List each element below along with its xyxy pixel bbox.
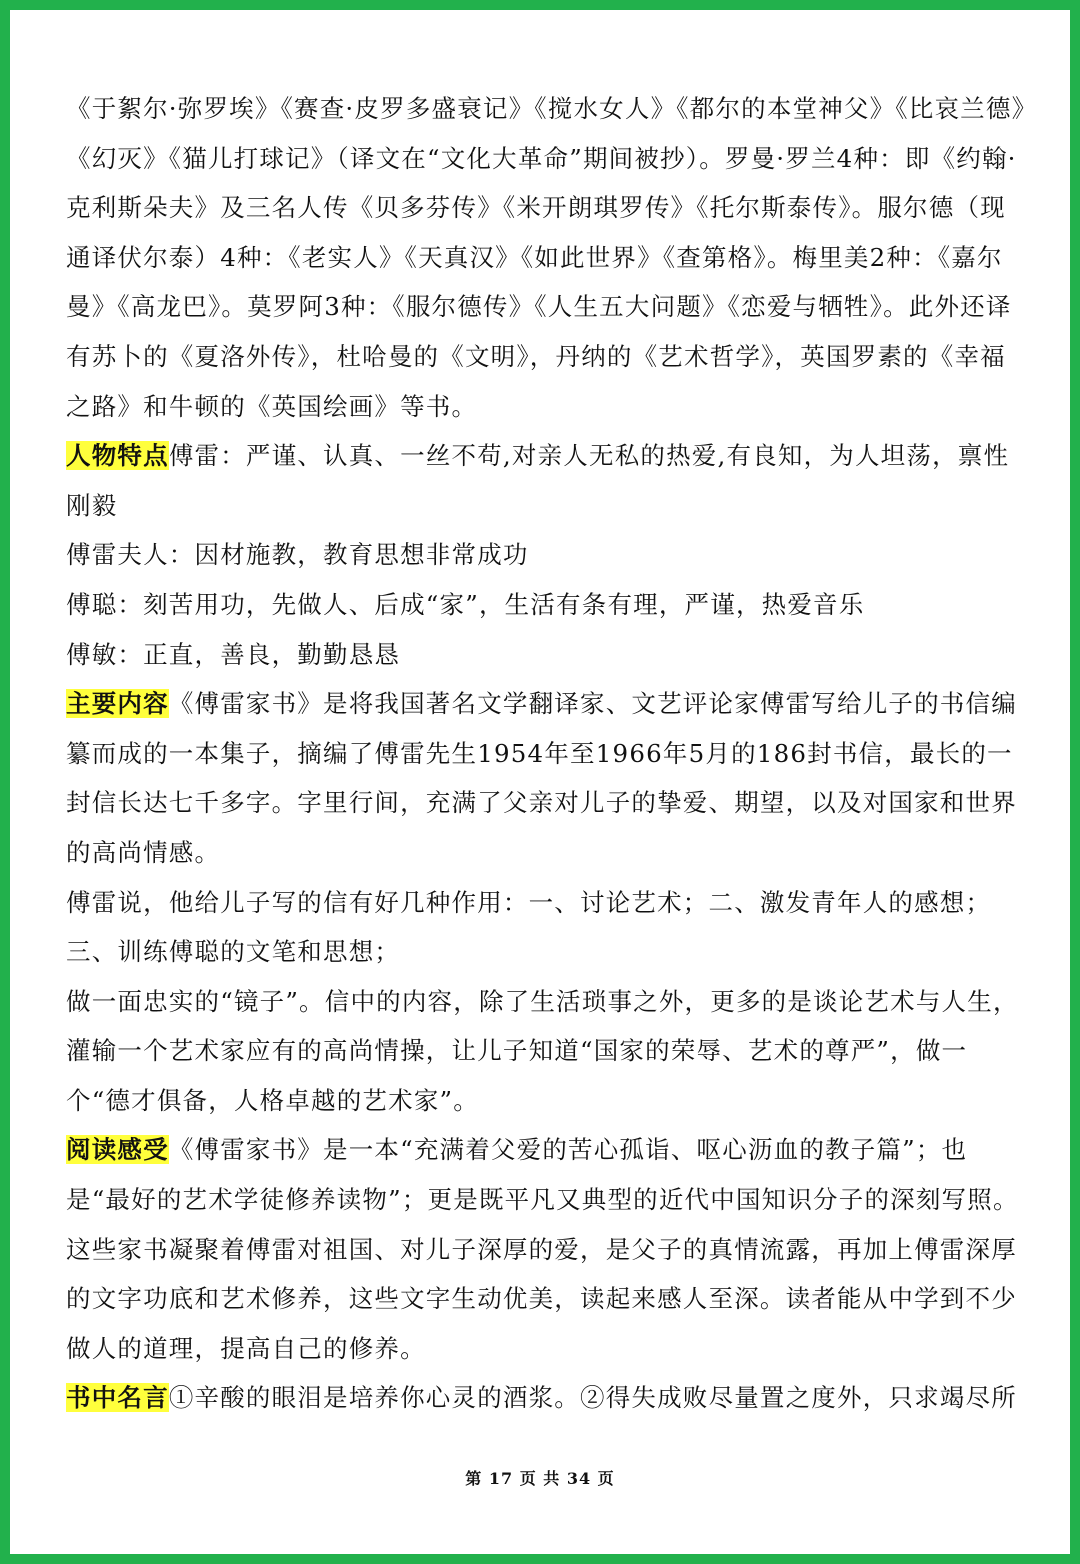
translated-works-paragraph: 《于絮尔·弥罗埃》《赛查·皮罗多盛衰记》《搅水女人》《都尔的本堂神父》《比哀兰德》《幻灭》《猫儿打球记》（译文在“文化大革命”期间被抄）。罗曼·罗兰4种：即《约翰·克利斯朵夫》及三名人传《贝多芬传》《米开朗琪罗传》《托尔斯泰传》。服尔德（现通译伏尔泰）4种：《老实人》《天真汉》《如此世界》《查第格》。梅里美2种：《嘉尔曼》《高龙巴》。莫罗阿3种：《服尔德传》《人生五大问题》《恋爱与牺牲》。此外还译有苏卜的《夏洛外传》，杜哈曼的《文明》，丹纳的《艺术哲学》，英国罗素的《幸福之路》和牛顿的《英国绘画》等书。 (66, 94, 1026, 421)
character-fumin: 傅敏：正直，善良，勤勤恳恳 (66, 639, 401, 669)
page-number: 第 17 页 共 34 页 (465, 1469, 615, 1488)
content-paragraph-3: 做一面忠实的“镜子”。信中的内容，除了生活琐事之外，更多的是谈论艺术与人生，灌输一个艺术家应有的高尚情操，让儿子知道“国家的荣辱、艺术的尊严”，做一个“德才俱备，人格卓越的艺术家”。 (66, 986, 1019, 1115)
feelings-text: 《傅雷家书》是一本“充满着父爱的苦心孤诣、呕心沥血的教子篇”；也是“最好的艺术学徒修养读物”；更是既平凡又典型的近代中国知识分子的深刻写照。这些家书凝聚着傅雷对祖国、对儿子深厚的爱，是父子的真情流露，再加上傅雷深厚的文字功底和艺术修养，这些文字生动优美，读起来感人至深。读者能从中学到不少做人的道理，提高自己的修养。 (66, 1135, 1019, 1363)
content-paragraph-2: 傅雷说，他给儿子写的信有好几种作用：一、讨论艺术；二、激发青年人的感想；三、训练傅聪的文笔和思想； (66, 887, 992, 967)
section-label-feelings: 阅读感受 (66, 1135, 169, 1165)
feelings-section (66, 1125, 1026, 1373)
quotes-section (66, 1373, 1026, 1423)
character-fulei: 傅雷：严谨、认真、一丝不苟,对亲人无私的热爱,有良知，为人坦荡，禀性刚毅 (66, 441, 1010, 520)
character-wife: 傅雷夫人：因材施教，教育思想非常成功 (66, 540, 529, 570)
section-label-characters: 人物特点 (66, 441, 169, 471)
section-label-content: 主要内容 (66, 689, 169, 719)
character-fucong: 傅聪：刻苦用功，先做人、后成“家”，生活有条有理，严谨，热爱音乐 (66, 589, 865, 619)
content-text: 《傅雷家书》是将我国著名文学翻译家、文艺评论家傅雷写给儿子的书信编纂而成的一本集子，摘编了傅雷先生1954年至1966年5月的186封书信，最长的一封信长达七千多字。字里行间，充满了父亲对儿子的挚爱、期望，以及对国家和世界的高尚情感。 (66, 689, 1017, 867)
section-label-quotes: 书中名言 (66, 1383, 169, 1413)
characters-section (66, 431, 1026, 530)
document-body (66, 84, 1026, 1423)
content-section (66, 679, 1026, 877)
quotes-text: ①辛酸的眼泪是培养你心灵的酒浆。②得失成败尽量置之度外，只求竭尽所 (168, 1383, 1017, 1413)
